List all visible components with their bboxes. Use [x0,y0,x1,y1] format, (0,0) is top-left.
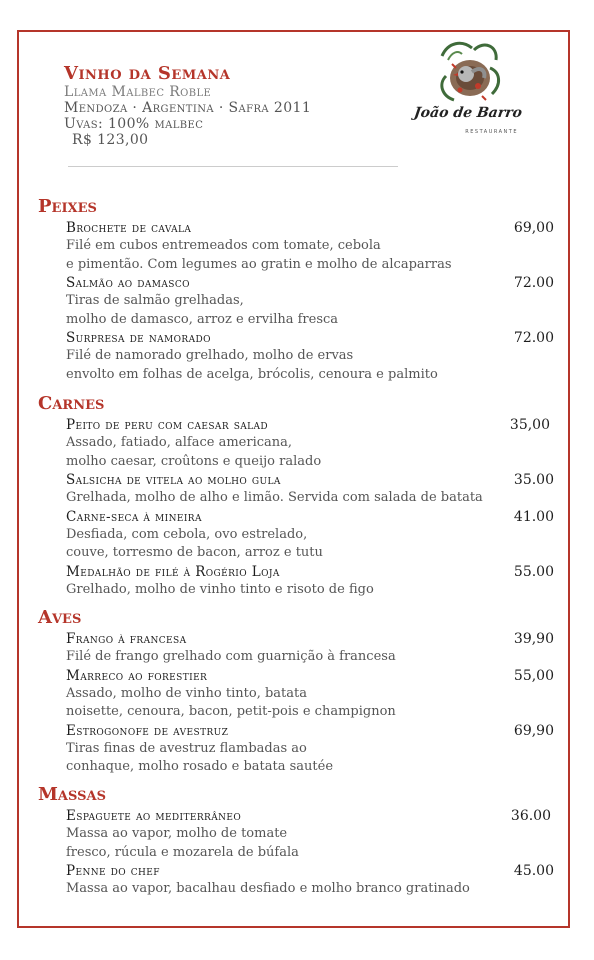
menu-item-name: Frango à francesa [66,631,187,647]
menu-item-description: Desfiada, com cebola, ovo estrelado, [66,526,308,542]
wine-section-title: Vinho da Semana [64,63,231,84]
restaurant-logo [412,38,524,148]
menu-item-description: fresco, rúcula e mozarela de búfala [66,844,299,860]
menu-item-price: 36.00 [510,808,551,824]
wine-price: R$ 123,00 [72,132,149,148]
menu-item-name: Penne do chef [66,863,160,879]
section-title: Aves [38,607,82,628]
wine-divider [68,166,398,167]
menu-item-name: Peito de peru com caesar salad [66,417,269,433]
menu-item-description: Massa ao vapor, molho de tomate [66,826,288,841]
wine-of-the-week [64,64,404,148]
menu-item [38,329,558,384]
section-title: Carnes [38,393,105,414]
menu-item-name: Medalhão de filé à Rogério Loja [66,563,280,580]
menu-item-price: 72.00 [513,275,554,291]
wine-name: Llama Malbec Roble [64,84,212,100]
section-carnes [38,393,558,599]
menu-item-description: Filé de namorado grelhado, molho de ervas [66,348,354,363]
menu-item-description: Assado, molho de vinho tinto, batata [66,685,307,701]
menu-item-price: 55,00 [513,667,554,684]
menu-item [38,471,558,508]
menu-item-name: Surpresa de namorado [66,330,211,346]
menu-item [38,274,558,329]
menu-item-description: Assado, fatiado, alface americana, [66,435,293,450]
menu-item-description: e pimentão. Com legumes ao gratin e molho de alcaparras [66,256,452,272]
menu-item-description: Massa ao vapor, bacalhau desfiado e molho branco gratinado [66,881,470,896]
menu-item-price: 72.00 [513,330,554,346]
menu-item [38,563,558,600]
menu-item-name: Marreco ao forestier [66,667,208,684]
menu-item-description: noisette, cenoura, bacon, petit-pois e champignon [66,704,396,719]
menu-item [38,807,558,862]
menu-item-description: Filé em cubos entremeados com tomate, cebola [66,238,381,253]
menu-item-name: Carne-seca à mineira [66,508,202,525]
menu-item-description: Tiras finas de avestruz flambadas ao [66,740,307,756]
menu-item-name: Espaguete ao mediterrâneo [66,808,242,824]
menu-item [38,219,558,274]
menu-item-description: Filé de frango grelhado com guarnição à francesa [66,649,396,664]
section-peixes [38,196,558,384]
menu-item-description: Grelhada, molho de alho e limão. Servida com salada de batata [66,490,483,505]
menu-item-name: Salmão ao damasco [66,275,190,291]
menu-item-price: 39,90 [513,631,554,647]
menu-item-price: 69,00 [513,220,554,236]
menu-item-price: 35,00 [509,417,550,433]
menu-item-price: 69,90 [513,722,554,739]
menu-item-description: molho caesar, croûtons e queijo ralado [66,453,322,469]
menu-item [38,862,558,899]
section-aves [38,607,558,777]
menu-item [38,722,558,777]
wine-grapes: Uvas: 100% malbec [64,116,204,132]
menu-item [38,416,558,471]
menu-item [38,667,558,722]
menu-item [38,630,558,667]
bird-nest-icon [412,38,524,108]
section-massas [38,784,558,899]
restaurant-logo-name: João de Barro [412,105,524,121]
menu-item [38,508,558,563]
wine-origin: Mendoza · Argentina · Safra 2011 [64,100,312,116]
restaurant-logo-subtitle: RESTAURANTE [465,129,518,135]
menu-item-price: 45.00 [513,863,554,879]
menu-item-price: 41.00 [513,508,554,525]
menu-item-name: Salsicha de vitela ao molho gula [66,472,281,488]
menu-item-description: molho de damasco, arroz e ervilha fresca [66,311,339,327]
menu-item-description: envolto em folhas de acelga, brócolis, cenoura e palmito [66,366,438,382]
section-title: Peixes [38,196,97,217]
menu-item-price: 55.00 [513,563,554,580]
menu-item-description: Tiras de salmão grelhadas, [66,293,244,308]
menu-item-description: Grelhado, molho de vinho tinto e risoto de figo [66,581,374,597]
menu-item-price: 35.00 [513,472,554,488]
menu-item-description: couve, torresmo de bacon, arroz e tutu [66,545,323,560]
section-title: Massas [38,784,106,805]
menu-item-name: Brochete de cavala [66,220,192,236]
menu-item-description: conhaque, molho rosado e batata sautée [66,759,334,774]
menu-item-name: Estrogonofe de avestruz [66,722,229,739]
